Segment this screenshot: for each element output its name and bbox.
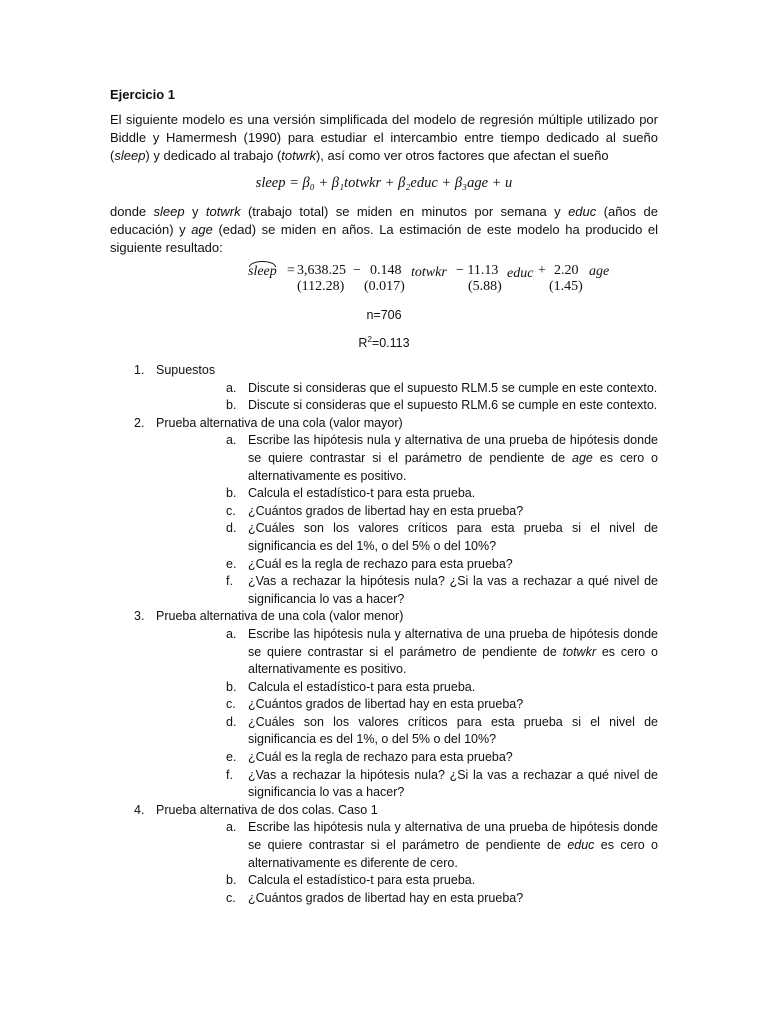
estimate-var-educ: educ (507, 266, 534, 281)
subquestion-item (156, 397, 658, 415)
subquestion-text: es cero o alternativamente es diferente de cero. (248, 838, 659, 870)
intro-var-totwrk: totwrk (281, 148, 316, 163)
subquestion-item (156, 573, 658, 608)
desc-var-totwrk: totwrk (205, 204, 241, 219)
estimate-lhs: sleep (248, 264, 277, 279)
estimate-equals: = (287, 263, 295, 278)
subquestion-letter: c. (226, 503, 236, 518)
question-item (110, 415, 658, 609)
desc-text-a: donde (110, 204, 154, 219)
desc-text-c: (trabajo total) se miden en minutos por semana y (240, 204, 569, 219)
question-number: 3. (134, 609, 145, 624)
estimate-minus: − (353, 263, 361, 278)
subquestion-letter: b. (226, 873, 237, 888)
subquestion-item (156, 890, 658, 908)
estimate-var-totwkr: totwkr (411, 265, 447, 280)
question-title: Supuestos (156, 363, 216, 377)
subquestion-list (156, 626, 658, 802)
question-title: Prueba alternativa de dos colas. Caso 1 (156, 802, 378, 817)
subquestion-letter: b. (226, 486, 237, 501)
subquestion-letter: e. (226, 556, 237, 571)
subquestion-text: Calcula el estadístico-t para esta prueba. (248, 486, 476, 501)
subquestion-letter: c. (226, 890, 236, 905)
subquestion-item (156, 485, 658, 503)
subquestion-item (156, 696, 658, 714)
subquestion-text: ¿Vas a rechazar la hipótesis nula? ¿Si la vas a rechazar a qué nivel de significancia lo vas a hacer? (248, 574, 658, 606)
intro-paragraph (110, 111, 658, 165)
question-item (110, 362, 658, 415)
question-number: 1. (134, 363, 145, 377)
subquestion-text: Escribe las hipótesis nula y alternativa de una prueba de hipótesis donde se quiere contrastar si el parámetro de pendiente de (248, 433, 658, 465)
subquestion-text: Discute si consideras que el supuesto RLM.5 se cumple en este contexto. (248, 380, 658, 395)
se-age: (1.45) (549, 279, 583, 294)
intro-text-c: ), así como ver otros factores que afectan el sueño (315, 148, 609, 163)
subquestion-letter: a. (226, 380, 237, 395)
subquestion-text: ¿Cuántos grados de libertad hay en esta prueba? (248, 890, 524, 905)
se-educ: (5.88) (468, 279, 502, 294)
subquestion-item (156, 556, 658, 574)
subquestion-item (156, 872, 658, 890)
subquestion-letter: a. (226, 820, 237, 835)
subquestion-letter: a. (226, 433, 237, 448)
sample-size: n=706 (366, 308, 402, 322)
se-totwkr: (0.017) (364, 279, 405, 294)
estimate-coef-totwkr: 0.148 (370, 263, 402, 278)
desc-text-e: (edad) se miden en años. La estimación de este modelo ha producido el siguiente resultado: (110, 222, 658, 255)
subquestion-text: ¿Cuántos grados de libertad hay en esta prueba? (248, 697, 524, 712)
question-item (110, 608, 658, 802)
subquestion-text: ¿Cuántos grados de libertad hay en esta prueba? (248, 503, 524, 518)
subquestion-text: ¿Cuáles son los valores críticos para esta prueba si el nivel de significancia es del 1%, o del 5% o del 10%? (248, 714, 658, 747)
r-squared-label: R (358, 336, 368, 351)
subquestion-letter: e. (226, 750, 237, 765)
intro-text-a: El siguiente modelo es una versión simplificada del modelo de regresión múltiple utilizado por Biddle y Hamermesh (1990) para estudiar el intercambio entre tiempo dedicado al sueño ( (110, 112, 658, 163)
subquestion-letter: f. (226, 767, 233, 782)
question-title: Prueba alternativa de una cola (valor menor) (156, 609, 404, 624)
subquestion-text: Discute si consideras que el supuesto RLM.6 se cumple en este contexto. (248, 398, 658, 413)
subquestion-var: age (572, 450, 593, 465)
desc-var-educ: educ (568, 204, 597, 219)
subquestion-list (156, 432, 658, 608)
estimate-intercept: 3,638.25 (297, 263, 346, 278)
subquestion-item (156, 380, 658, 398)
subquestion-item (156, 749, 658, 767)
subquestion-item (156, 520, 658, 555)
subquestion-text: es cero o alternativamente es positivo. (248, 644, 659, 677)
subquestion-item (156, 503, 658, 521)
subquestion-item (156, 626, 658, 679)
question-item (110, 802, 658, 908)
subquestion-text: ¿Cuál es la regla de rechazo para esta prueba? (248, 556, 513, 571)
question-number: 2. (134, 415, 145, 430)
subquestion-letter: d. (226, 714, 237, 729)
subquestion-text: ¿Cuáles son los valores críticos para esta prueba si el nivel de significancia es del 1%, o del 5% o del 10%? (248, 521, 658, 553)
estimate-var-age: age (589, 264, 610, 279)
subquestion-text: Calcula el estadístico-t para esta prueba. (248, 873, 476, 888)
subquestion-text: Escribe las hipótesis nula y alternativa de una prueba de hipótesis donde se quiere contrastar si el parámetro de pendiente de (248, 820, 658, 853)
estimate-coef-educ: − 11.13 (456, 263, 499, 278)
subquestion-letter: b. (226, 398, 237, 413)
model-equation: sleep = β₀ + β₁totwkr + β₂educ + β₃age + u (255, 175, 513, 191)
se-intercept: (112.28) (297, 279, 345, 294)
intro-text-b: ) y dedicado al trabajo ( (145, 148, 282, 163)
description-paragraph (110, 203, 658, 257)
subquestion-text: ¿Vas a rechazar la hipótesis nula? ¿Si la vas a rechazar a qué nivel de significancia lo vas a hacer? (248, 767, 658, 800)
r-squared-value: =0.113 (371, 336, 410, 351)
desc-var-sleep: sleep (153, 204, 185, 219)
question-title: Prueba alternativa de una cola (valor mayor) (156, 415, 403, 430)
question-number: 4. (134, 802, 145, 817)
subquestion-var: educ (567, 838, 595, 853)
subquestion-item (156, 767, 658, 802)
estimate-coef-age: 2.20 (554, 263, 579, 278)
desc-text-d: (años de educación) y (110, 204, 659, 237)
subquestion-text: Calcula el estadístico-t para esta prueba. (248, 679, 476, 694)
subquestion-letter: f. (226, 574, 233, 589)
question-list (110, 362, 658, 907)
subquestion-item (156, 714, 658, 749)
subquestion-list (156, 819, 658, 907)
estimate-plus: + (538, 263, 546, 278)
subquestion-text: Escribe las hipótesis nula y alternativa de una prueba de hipótesis donde se quiere contrastar si el parámetro de pendiente de (248, 626, 658, 659)
r-squared-exponent: 2 (367, 335, 372, 344)
intro-var-sleep: sleep (114, 148, 146, 163)
subquestion-text: es cero o alternativamente es positivo. (248, 450, 659, 483)
subquestion-letter: c. (226, 697, 236, 712)
exercise-heading: Ejercicio 1 (110, 87, 176, 102)
subquestion-letter: d. (226, 521, 237, 536)
r-squared (0, 335, 768, 350)
desc-text-b: y (184, 204, 206, 219)
subquestion-item (156, 819, 658, 872)
subquestion-var: totwkr (562, 644, 596, 659)
subquestion-text: ¿Cuál es la regla de rechazo para esta prueba? (248, 750, 513, 765)
desc-var-age: age (191, 222, 213, 237)
subquestion-list (156, 380, 658, 415)
subquestion-letter: a. (226, 626, 237, 641)
subquestion-item (156, 432, 658, 485)
subquestion-letter: b. (226, 679, 237, 694)
subquestion-item (156, 679, 658, 697)
